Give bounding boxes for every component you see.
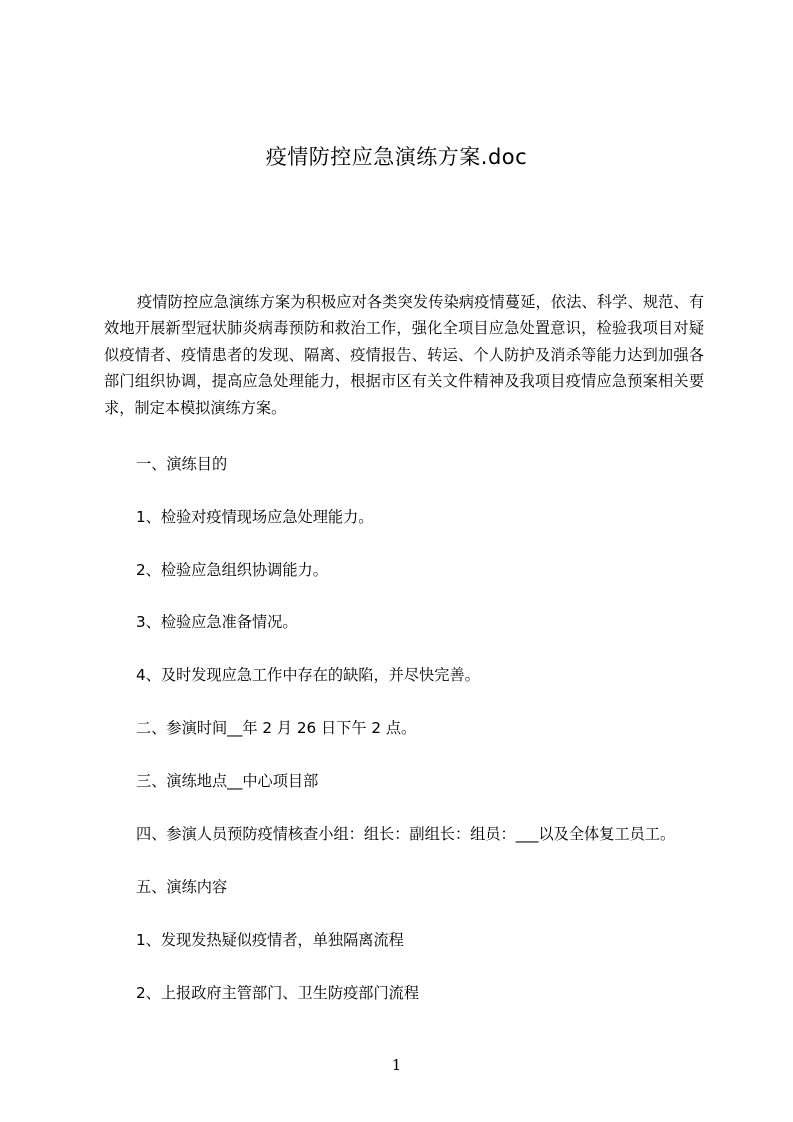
- section-heading-3: 三、演练地点__中心项目部: [136, 772, 319, 790]
- list-item: 1、发现发热疑似疫情者，单独隔离流程: [136, 931, 404, 949]
- page-number: 1: [391, 1056, 402, 1074]
- list-item: 1、检验对疫情现场应急处理能力。: [136, 508, 374, 526]
- section-heading-1: 一、演练目的: [136, 455, 228, 473]
- section-heading-4: 四、参演人员预防疫情核查小组：组长：副组长：组员：___以及全体复工员工。: [136, 825, 676, 843]
- section-heading-2: 二、参演时间__年 2 月 26 日下午 2 点。: [136, 719, 417, 737]
- list-item: 3、检验应急准备情况。: [136, 613, 298, 631]
- document-title: 疫情防控应急演练方案.doc: [265, 145, 528, 169]
- intro-paragraph: 疫情防控应急演练方案为积极应对各类突发传染病疫情蔓延，依法、科学、规范、有效地开展新型冠状肺炎病毒预防和救治工作，强化全项目应急处置意识，检验我项目对疑似疫情者、疫情患者的发现、隔离、疫情报告、转运、个人防护及消杀等能力达到加强各部门组织协调，提高应急处理能力，根据市区有关文件精神及我项目疫情应急预案相关要求，制定本模拟演练方案。: [104, 293, 704, 417]
- section-heading-5: 五、演练内容: [136, 878, 228, 896]
- list-item: 4、及时发现应急工作中存在的缺陷，并尽快完善。: [136, 666, 480, 684]
- list-item: 2、上报政府主管部门、卫生防疫部门流程: [136, 984, 420, 1002]
- list-item: 2、检验应急组织协调能力。: [136, 561, 328, 579]
